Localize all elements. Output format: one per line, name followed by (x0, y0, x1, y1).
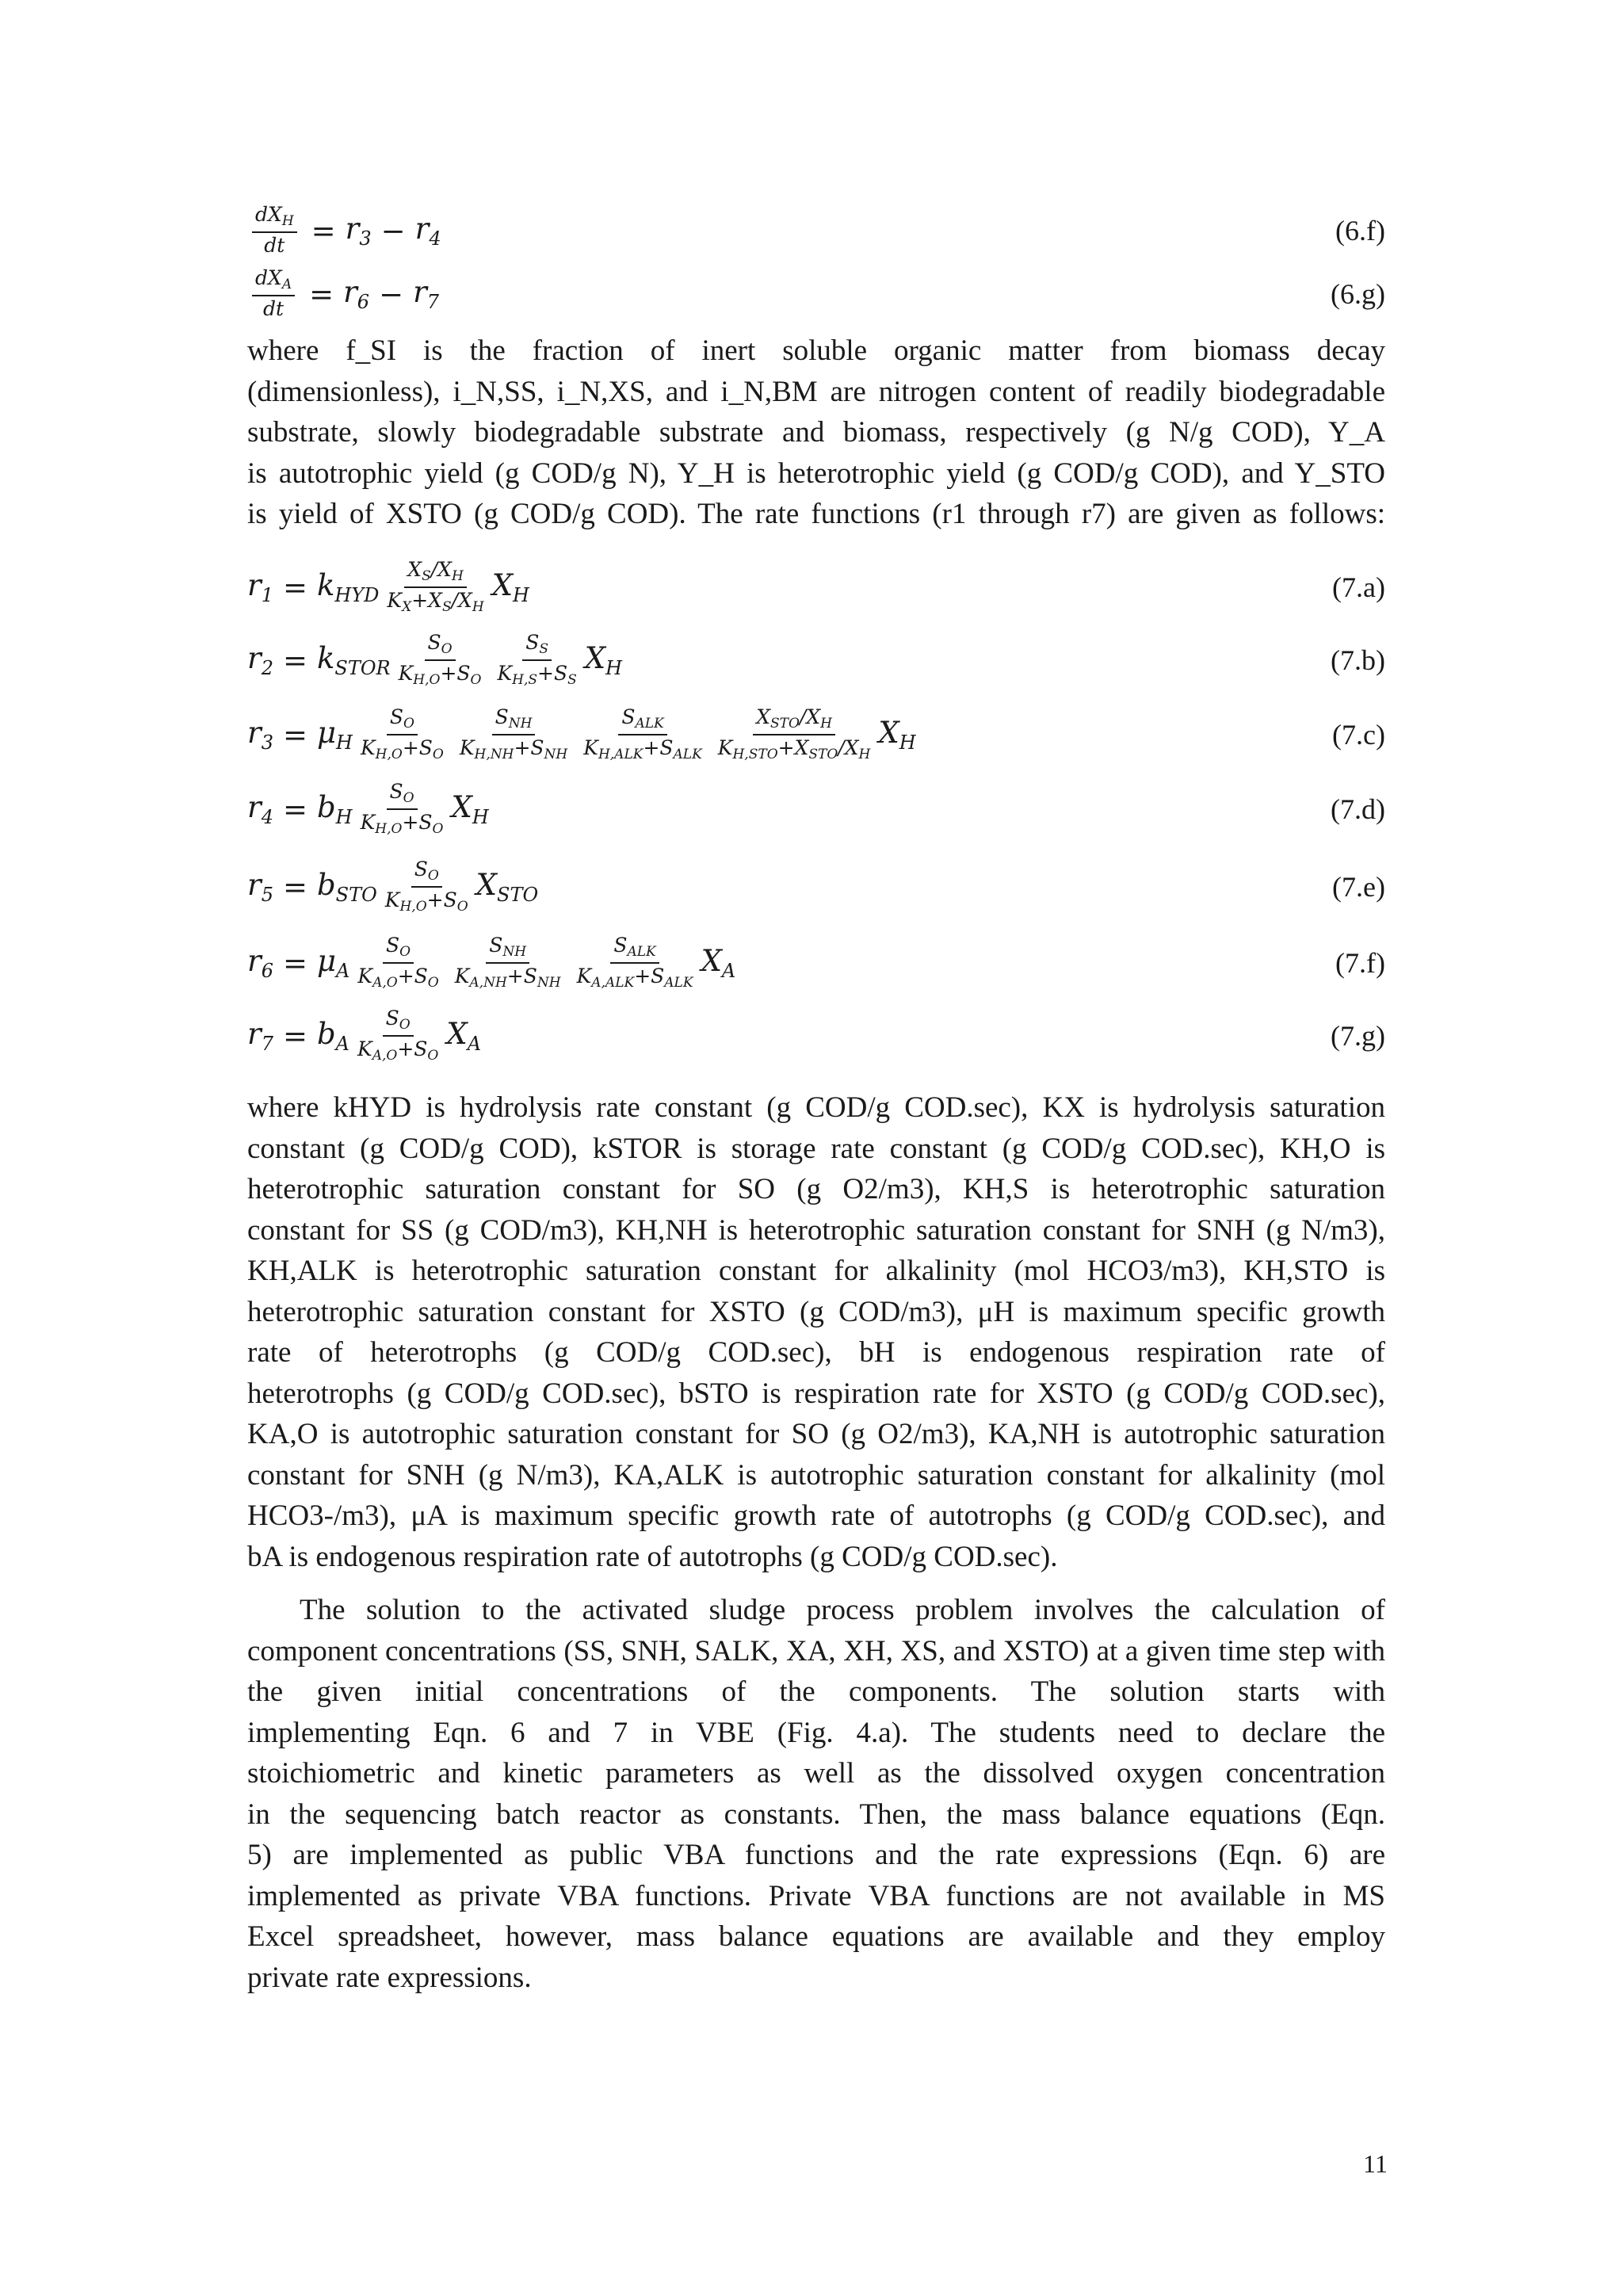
equation-number: (7.d) (1331, 793, 1385, 825)
text-line: substrate, slowly biodegradable substrate and biomass, respectively (g N/g COD), Y_A (247, 416, 1385, 449)
equation-6g: $\frac{dX_A}{dt}$ = $r_6$ − $r_7$ (6.g) (247, 260, 1385, 328)
equation-7f: $r_6$ = $\mu_A$ $\frac{S_O}{K_{A,O}+S_O}$ $\frac{S_{NH}}{K_{A,NH}+S_{NH}}$ $\frac{S_{ALK}}{K_{A,ALK}+S_{ALK}}$ $X_A$ (7.f) (247, 929, 1385, 997)
equation-number: (7.a) (1332, 571, 1385, 603)
text-line: (dimensionless), i_N,SS, i_N,XS, and i_N,BM are nitrogen content of readily biodegradable (247, 375, 1385, 408)
equation-number: (7.c) (1332, 719, 1385, 751)
text-line: Excel spreadsheet, however, mass balance equations are available and they employ (247, 1920, 1385, 1953)
text-line: KH,ALK is heterotrophic saturation constant for alkalinity (mol HCO3/m3), KH,STO is (247, 1255, 1385, 1287)
equation-number: (7.e) (1332, 871, 1385, 903)
text-line: constant for SNH (g N/m3), KA,ALK is autotrophic saturation constant for alkalinity (mol (247, 1458, 1385, 1492)
text-line: constant (g COD/g COD), kSTOR is storage rate constant (g COD/g COD.sec), KH,O is (247, 1132, 1385, 1165)
equation-7a: $r_1$ = $k_{HYD}$ $\frac{X_S/X_H}{K_X+X_S/X_H}$ $X_H$ (7.a) (247, 553, 1385, 621)
equation-number: (6.f) (1335, 215, 1385, 246)
text-line: is yield of XSTO (g COD/g COD). The rate functions (r1 through r7) are given as follows: (247, 498, 1385, 530)
text-line: component concentrations (SS, SNH, SALK, XA, XH, XS, and XSTO) at a given time step with (247, 1634, 1385, 1668)
text-line: 5) are implemented as public VBA functions and the rate expressions (Eqn. 6) are (247, 1839, 1385, 1871)
text-line: heterotrophic saturation constant for SO (g O2/m3), KH,S is heterotrophic saturation (247, 1173, 1385, 1205)
equation-number: (7.f) (1335, 947, 1385, 979)
text-line: rate of heterotrophs (g COD/g COD.sec), bH is endogenous respiration rate of (247, 1336, 1385, 1369)
text-line: stoichiometric and kinetic parameters as well as the dissolved oxygen concentration (247, 1757, 1385, 1790)
text-line: implemented as private VBA functions. Private VBA functions are not available in MS (247, 1879, 1385, 1912)
text-line: in the sequencing batch reactor as constants. Then, the mass balance equations (Eqn. (247, 1797, 1385, 1831)
text-line: bA is endogenous respiration rate of autotrophs (g COD/g COD.sec). (247, 1540, 1058, 1573)
text-line: heterotrophs (g COD/g COD.sec), bSTO is respiration rate for XSTO (g COD/g COD.sec), (247, 1377, 1385, 1410)
equation-number: (7.g) (1331, 1020, 1385, 1052)
paragraph-symbols-definition (247, 330, 1385, 535)
equation-6f: $\frac{dX_H}{dt}$ = $r_3$ − $r_4$ (6.f) (247, 197, 1385, 265)
equation-7c: $r_3$ = $\mu_H$ $\frac{S_O}{K_{H,O}+S_O}$ $\frac{S_{NH}}{K_{H,NH}+S_{NH}}$ $\frac{S_{ALK}}{K_{H,ALK}+S_{ALK}}$ $\frac{X_{STO}/X_H}{K_{H,STO}+X_{STO}/X_H}$ $X_H$ (7.c) (247, 701, 1385, 769)
text-line: KA,O is autotrophic saturation constant for SO (g O2/m3), KA,NH is autotrophic saturation (247, 1418, 1385, 1450)
paper-page (247, 0, 1385, 2296)
equation-7d: $r_4$ = $b_H$ $\frac{S_O}{K_{H,O}+S_O}$ $X_H$ (7.d) (247, 775, 1385, 843)
equation-number: (6.g) (1331, 278, 1385, 310)
page-number: 11 (1363, 2149, 1388, 2178)
text-line: implementing Eqn. 6 and 7 in VBE (Fig. 4.a). The students need to declare the (247, 1716, 1385, 1749)
text-line: heterotrophic saturation constant for XSTO (g COD/m3), μH is maximum specific growth (247, 1295, 1385, 1328)
paragraph-solution-description (247, 1590, 1385, 1998)
text-line: where f_SI is the fraction of inert soluble organic matter from biomass decay (247, 334, 1385, 367)
text-line: the given initial concentrations of the components. The solution starts with (247, 1675, 1385, 1708)
text-line: is autotrophic yield (g COD/g N), Y_H is heterotrophic yield (g COD/g COD), and Y_STO (247, 457, 1385, 490)
equation-number: (7.b) (1331, 644, 1385, 676)
paragraph-parameters-definition (247, 1087, 1385, 1577)
equation-7b: $r_2$ = $k_{STOR}$ $\frac{S_O}{K_{H,O}+S_O}$ $\frac{S_S}{K_{H,S}+S_S}$ $X_H$ (7.b) (247, 626, 1385, 694)
equation-7e: $r_5$ = $b_{STO}$ $\frac{S_O}{K_{H,O}+S_O}$ $X_{STO}$ (7.e) (247, 853, 1385, 921)
text-line: where kHYD is hydrolysis rate constant (g COD/g COD.sec), KX is hydrolysis saturation (247, 1091, 1385, 1124)
text-line: The solution to the activated sludge process problem involves the calculation of (300, 1594, 1385, 1626)
equation-7g: $r_7$ = $b_A$ $\frac{S_O}{K_{A,O}+S_O}$ $X_A$ (7.g) (247, 1002, 1385, 1070)
text-line: constant for SS (g COD/m3), KH,NH is heterotrophic saturation constant for SNH (g N/m3), (247, 1213, 1385, 1247)
text-line: HCO3-/m3), μA is maximum specific growth rate of autotrophs (g COD/g COD.sec), and (247, 1499, 1385, 1532)
text-line: private rate expressions. (247, 1961, 532, 1994)
